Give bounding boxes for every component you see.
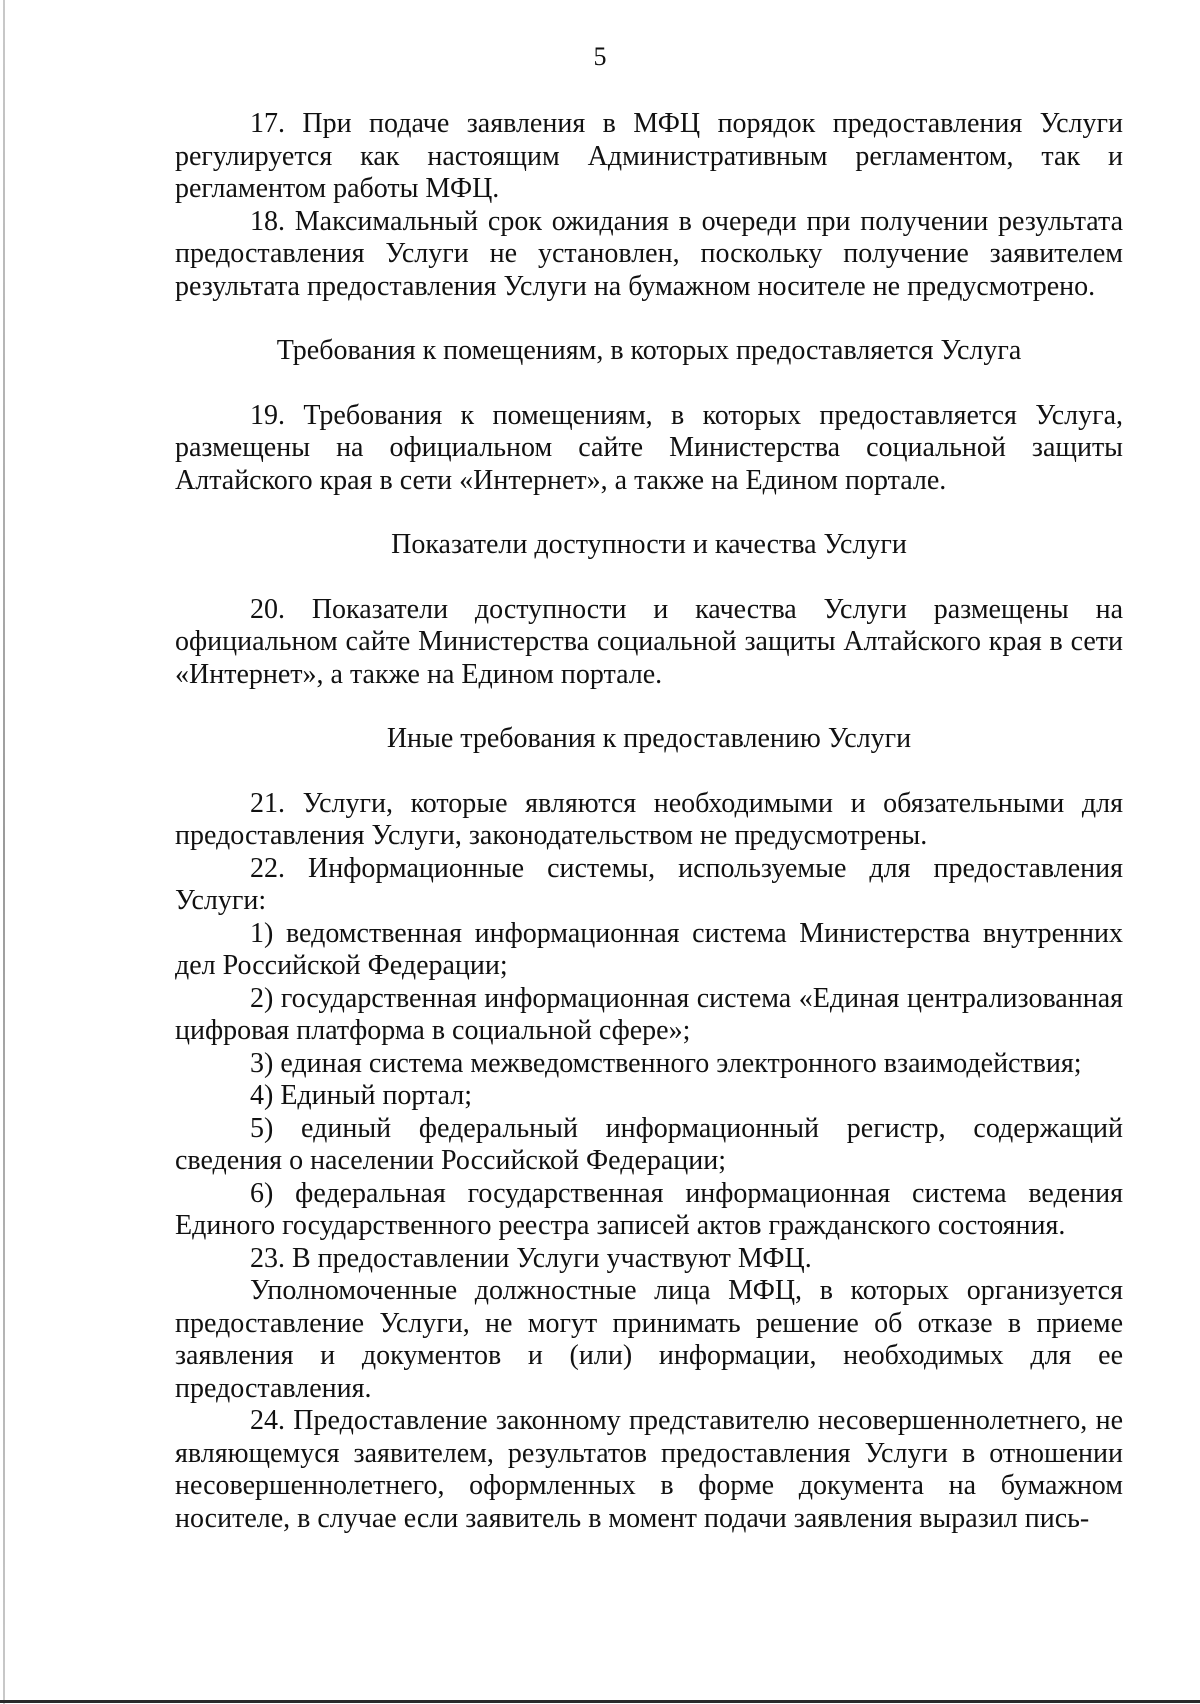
scan-edge-left xyxy=(3,0,5,1704)
paragraph-18: 18. Максимальный срок ожидания в очереди при получении результата предоставления Услуги не установлен, поскольку получение заявителем результата предоставления Услуги на бумажном носителе не предусмотрено. xyxy=(175,205,1123,302)
spacer xyxy=(175,562,1123,594)
list-item-3: 3) единая система межведомственного электронного взаимодействия; xyxy=(250,1047,1082,1079)
paragraph-23: 23. В предоставлении Услуги участвуют МФЦ. xyxy=(250,1242,812,1274)
list-item-2: 2) государственная информационная система «Единая централизованная цифровая платформа в социальной сфере»; xyxy=(175,982,1123,1046)
document-body xyxy=(175,108,1123,1535)
paragraph-23-authorized: Уполномоченные должностные лица МФЦ, в которых организуется предоставление Услуги, не могут принимать решение об отказе в приеме заявления и документов и (или) информации, необходимых для ее предоставления. xyxy=(175,1275,1123,1404)
paragraph-22: 22. Информационные системы, используемые для предоставления Услуги: xyxy=(175,852,1123,916)
list-item-5: 5) единый федеральный информационный регистр, содержащий сведения о населении Российской Федерации; xyxy=(175,1112,1123,1176)
list-item-1: 1) ведомственная информационная система Министерства внутренних дел Российской Федерации; xyxy=(175,917,1123,981)
spacer xyxy=(175,368,1123,400)
spacer xyxy=(175,303,1123,335)
paragraph-20: 20. Показатели доступности и качества Услуги размещены на официальном сайте Министерства социальной защиты Алтайского края в сети «Интернет», а также на Едином портале. xyxy=(175,593,1123,690)
paragraph-21: 21. Услуги, которые являются необходимыми и обязательными для предоставления Услуги, законодательством не предусмотрены. xyxy=(175,787,1123,851)
list-item-6: 6) федеральная государственная информационная система ведения Единого государственного реестра записей актов гражданского состояния. xyxy=(175,1177,1123,1241)
paragraph-24: 24. Предоставление законному представителю несовершеннолетнего, не являющемуся заявителем, результатов предоставления Услуги в отношении несовершеннолетнего, оформленных в форме документа на бумажном носителе, в случае если заявитель в момент подачи заявления выразил пись- xyxy=(175,1405,1123,1534)
section-heading-premises: Требования к помещениям, в которых предоставляется Услуга xyxy=(276,335,1022,366)
paragraph-17: 17. При подаче заявления в МФЦ порядок предоставления Услуги регулируется как настоящим Административным регламентом, так и регламентом работы МФЦ. xyxy=(175,108,1123,204)
section-heading-accessibility: Показатели доступности и качества Услуги xyxy=(391,529,907,560)
scan-edge-bottom xyxy=(0,1700,1200,1703)
list-item-4: 4) Единый портал; xyxy=(250,1080,473,1111)
section-heading-other-requirements: Иные требования к предоставлению Услуги xyxy=(386,723,912,754)
paragraph-19: 19. Требования к помещениям, в которых предоставляется Услуга, размещены на официальном сайте Министерства социальной защиты Алтайского края в сети «Интернет», а также на Едином портале. xyxy=(175,399,1123,496)
page-number: 5 xyxy=(593,42,607,71)
spacer xyxy=(175,756,1123,788)
spacer xyxy=(175,497,1123,529)
spacer xyxy=(175,691,1123,723)
